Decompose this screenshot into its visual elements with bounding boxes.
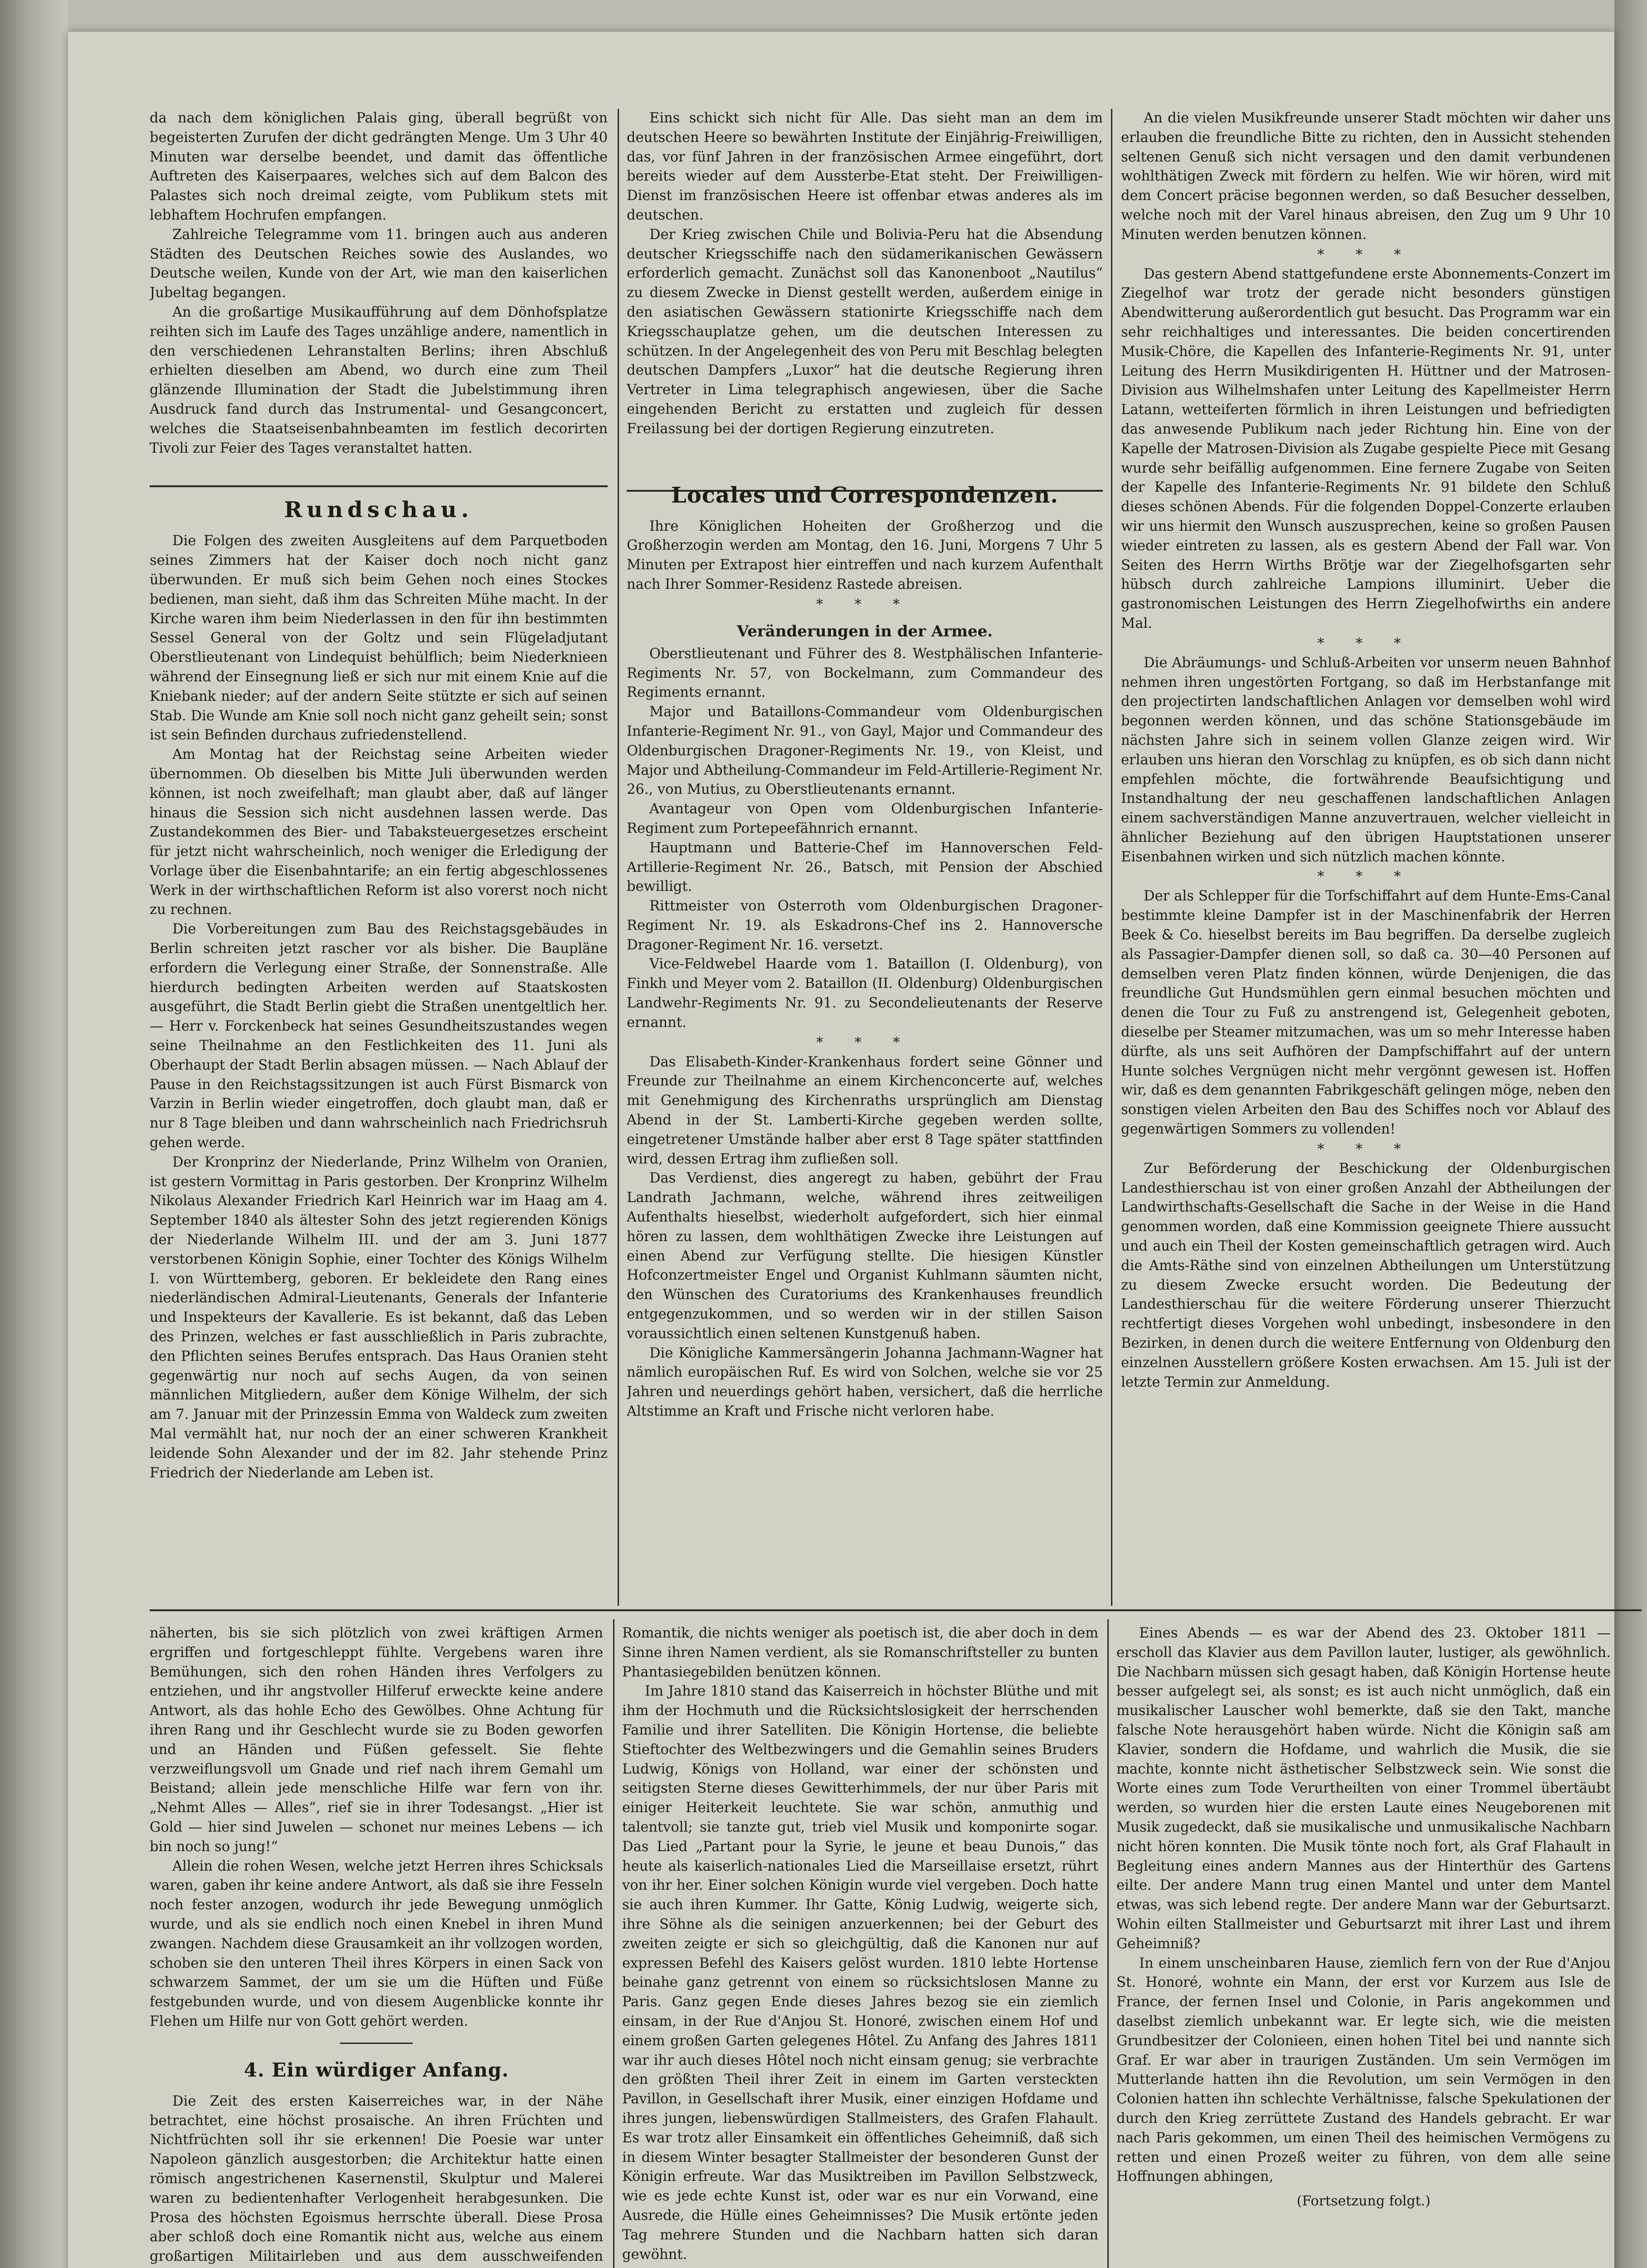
paragraph: Der Kronprinz der Niederlande, Prinz Wilhelm von Oranien, ist gestern Vormittag in Paris gestorben. Der Kronprinz Wilhelm Nikolaus Alexander Friedrich Karl Heinrich war im Haag am 4. September 1840 als ältester Sohn des jetzt regierenden Königs der Niederlande Wilhelm III. und der am 3. Juni 1877 verstorbenen Königin Sophie, einer Tochter des Königs Wilhelm I. von Württemberg, geboren. Er bekleidete den Rang eines niederländischen Admiral-Lieutenants, Generals der Infanterie und Inspekteurs der Kavallerie. Es ist bekannt, daß das Leben des Prinzen, welches er fast ausschließlich in Paris zubrachte, den Pflichten seines Berufes entsprach. Das Haus Oranien steht gegenwärtig nur noch auf sechs Augen, da von seinen männlichen Mitgliedern, außer dem Könige Wilhelm, der sich am 7. Januar mit der Prinzessin Emma von Waldeck zum zweiten Mal vermählt hat, nur noch der an einer schweren Krankheit leidende Sohn Alexander und der im 82. Jahr stehende Prinz Friedrich der Niederlande am Leben ist. — [150, 1154, 608, 1481]
separator-stars: * * * — [816, 596, 914, 612]
column-rule-lower-1 — [613, 1619, 614, 2268]
newspaper-page — [68, 32, 1614, 2268]
paragraph: Zahlreiche Telegramme vom 11. bringen auch aus anderen Städten des Deutschen Reiches sowie des Auslandes, wo Deutsche weilen, Kunde von der Art, wie man den kaiserlichen Jubeltag begangen. — [150, 226, 608, 301]
paragraph: Oberstlieutenant und Führer des 8. Westphälischen Infanterie-Regiments Nr. 57, von Bockelmann, zum Commandeur des Regiments ernannt. — [627, 645, 1103, 701]
feuilleton-rule — [150, 1609, 1642, 1611]
short-rule — [340, 2043, 413, 2044]
paragraph: Die Abräumungs- und Schluß-Arbeiten vor unserm neuen Bahnhof nehmen ihren ungestörten Fortgang, so daß im Herbstanfange mit den projectirten landschaftlichen Anlagen vor demselben wohl wird begonnen werden können, und das schöne Stationsgebäude im nächsten Jahre sich in seinem vollen Glanze zeigen wird. Wir erlauben uns hieran den Vorschlag zu knüpfen, es ob sich dann nicht empfehlen möchte, die fortwährende Beaufsichtigung und Instandhaltung der neu geschaffenen landschaftlichen Anlagen einem sachverständigen Manne anzuvertrauen, welcher vielleicht in ähnlicher Beziehung auf den übrigen Hauptstationen unserer Eisenbahnen wirken und sich nützlich machen könnte. — [1121, 655, 1611, 865]
paragraph: Die Folgen des zweiten Ausgleitens auf dem Parquetboden seines Zimmers hat der Kaiser doch noch nicht ganz überwunden. Er muß sich beim Gehen noch eines Stockes bedienen, man sieht, daß ihm das Schreiten Mühe macht. In der Kirche waren ihm beim Niederlassen in den für ihn bestimmten Sessel General von der Goltz und sein Flügeladjutant Oberstlieutenant von Lindequist behülflich; beim Niederknieen während der Einsegnung ließ er sich nur mit einem Knie auf die Kniebank nieder; auf der andern Seite stützte er sich auf seinen Stab. Die Wunde am Knie soll noch nicht ganz geheilt sein; sonst ist sein Befinden durchaus zufriedenstellend. — [150, 533, 608, 743]
section-heading-rundschau: Rundschau. — [284, 497, 473, 523]
next-page-edge — [1614, 0, 1647, 2268]
separator-stars: * * * — [1317, 246, 1415, 263]
upper-column-1 — [150, 109, 608, 1601]
paragraph: Major und Bataillons-Commandeur vom Oldenburgischen Infanterie-Regiment Nr. 91., von Gayl, Major und Commandeur des Oldenburgischen Dragoner-Regiments Nr. 19., von Kleist, und Major und Abtheilung-Commandeur im Feld-Artillerie-Regiment Nr. 26., von Mutius, zu Oberstlieutenants ernannt. — [627, 704, 1103, 798]
continuation-note: (Fortsetzung folgt.) — [1296, 2193, 1431, 2209]
paragraph: Der Krieg zwischen Chile und Bolivia-Peru hat die Absendung deutscher Kriegsschiffe nach den südamerikanischen Gewässern erforderlich gemacht. Zunächst soll das Kanonenboot „Nautilus“ zu diesem Zwecke in Dienst gestellt werden, außerdem einige in den asiatischen Gewässern stationirte Kriegsschiffe nach dem Kriegsschauplatze gehen, um die deutschen Interessen zu schützen. In der Angelegenheit des von Peru mit Beschlag belegten deutschen Dampfers „Luxor“ hat die deutsche Regierung ihren Vertreter in Lima telegraphisch angewiesen, über die Sache eingehenden Bericht zu erstatten und zugleich für dessen Freilassung bei der dortigen Regierung einzutreten. — [627, 226, 1103, 437]
section-heading-locales: Locales und Correspondenzen. — [671, 482, 1058, 508]
upper-column-2 — [627, 109, 1103, 1601]
paragraph: Eines Abends — es war der Abend des 23. Oktober 1811 — erscholl das Klavier aus dem Pavillon lauter, lustiger, als gewöhnlich. Die Nachbarn müssen sich gesagt haben, daß Königin Hortense heute besser aufgelegt sei, als sonst; es ist auch nicht unmöglich, daß ein musikalischer Lauscher wohl bemerkte, daß sie den Takt, manche falsche Note herausgehört haben würde. Nicht die Königin saß am Klavier, sondern die Hofdame, und wahrlich die Musik, die sie machte, konnte nicht ästhetischer Selbstzweck sein. Wie sonst die Worte eines zum Tode Verurtheilten von einer Trommel übertäubt werden, so wurden hier die ersten Laute eines Neugeborenen mit Musik zugedeckt, daß sie musikalische und unmusikalische Nachbarn nicht hören konnten. Die Musik tönte noch fort, als Graf Flahault in Begleitung eines andern Mannes aus der Hinterthür des Gartens eilte. Der andere Mann trug einen Mantel und unter dem Mantel etwas, was sich lebend regte. Der andere Mann war der Geburtsarzt. Wohin eilten Stallmeister und Geburtsarzt mit ihrer Last und ihrem Geheimniß? — [1116, 1625, 1611, 1952]
feuilleton-column-2 — [622, 1624, 1098, 2268]
paragraph: Das gestern Abend stattgefundene erste Abonnements-Conzert im Ziegelhof war trotz der gerade nicht besonders günstigen Abendwitterung außerordentlich gut besucht. Das Programm war ein sehr reichhaltiges und interessantes. Die beiden concertirenden Musik-Chöre, die Kapellen des Infanterie-Regiments Nr. 91, unter Leitung des Herrn Musikdirigenten H. Hüttner und der Matrosen-Division aus Wilhelmshafen unter Leitung des Kapellmeister Herrn Latann, wetteiferten förmlich in ihren Leistungen und befriedigten das anwesende Publikum nach jeder Richtung hin. Eine von der Kapelle der Matrosen-Division als Zugabe gespielte Piece mit Gesang wurde sehr beifällig aufgenommen. Eine fernere Zugabe von Seiten der Kapelle des Infanterie-Regiments Nr. 91 bildete den Schluß dieses schönen Abends. Für die folgenden Doppel-Conzerte erlauben wir uns hiermit den Wunsch auszusprechen, keine so großen Pausen wieder eintreten zu lassen, als es gestern Abend der Fall war. Von Seiten des Herrn Wirths Brötje war der Ziegelhofsgarten sehr hübsch durch zahlreiche Lampions illuminirt. Ueber die gastronomischen Leistungen des Herrn Ziegelhofwirths ein andere Mal. — [1121, 266, 1611, 631]
paragraph: Das Verdienst, dies angeregt zu haben, gebührt der Frau Landrath Jachmann, welche, während ihres zeitweiligen Aufenthalts hieselbst, wiederholt aufgefordert, sich hier einmal hören zu lassen, dem wohlthätigen Zwecke ihre Leistungen auf einen Abend zur Verfügung stellte. Die hiesigen Künstler Hofconzertmeister Engel und Organist Kuhlmann säumten nicht, den Wünschen des Curatoriums des Krankenhauses freundlich entgegenzukommen, und so werden wir in der stillen Saison voraussichtlich einen seltenen Kunstgenuß haben. — [627, 1170, 1103, 1342]
paragraph: Am Montag hat der Reichstag seine Arbeiten wieder übernommen. Ob dieselben bis Mitte Juli überwunden werden können, ist noch zweifelhaft; man glaubt aber, daß auf länger hinaus die Session sich nicht ausdehnen lassen werde. Das Zustandekommen des Bier- und Tabaksteuergesetzes erscheint für jetzt nicht wahrscheinlich, noch weniger die Erledigung der Vorlage über die Eisenbahntarife; an ein fertig abgeschlossenes Werk in der wirthschaftlichen Reform ist also vorerst noch nicht zu rechnen. — [150, 747, 608, 918]
paragraph: Vice-Feldwebel Haarde vom 1. Bataillon (I. Oldenburg), von Finkh und Meyer vom 2. Bataillon (II. Oldenburg) Oldenburgischen Landwehr-Regiments Nr. 91. zu Secondelieutenants der Reserve ernannt. — [627, 956, 1103, 1031]
paragraph: Im Jahre 1810 stand das Kaiserreich in höchster Blüthe und mit ihm der Hochmuth und die Rücksichtslosigkeit der herrschenden Familie und ihrer Satelliten. Die Königin Hortense, die beliebte Stieftochter des Weltbezwingers und die Gemahlin seines Bruders Ludwig, Königs von Holland, war einer der schönsten und seitigsten Sterne dieses Gewitterhimmels, der nur über Paris mit einiger Heiterkeit leuchtete. Sie war schön, anmuthig und talentvoll; sie tanzte gut, trieb viel Musik und komponirte sogar. Das Lied „Partant pour la Syrie, le jeune et beau Dunois,“ das heute als kaiserlich-nationales Lied die Marseillaise ersetzt, rührt von ihr her. Einer solchen Königin wurde viel vergeben. Doch hatte sie auch ihren Kummer. Ihr Gatte, König Ludwig, weigerte sich, ihre Söhne als die seinigen anzuerkennen; bei der Geburt des zweiten zeigte er sich so gleichgültig, daß die Kanonen nur auf expressen Befehl des Kaisers gelöst wurden. 1810 lebte Hortense beinahe ganz getrennt von einem so rücksichtslosen Manne zu Paris. Ganz gegen Ende dieses Jahres bezog sie ein ziemlich einsam, in der Rue d'Anjou St. Honoré, zwischen einem Hof und einem großen Garten gelegenes Hôtel. Zu Anfang des Jahres 1811 war ihr auch dieses Hôtel noch nicht einsam genug; sie verbrachte den größten Theil ihrer Zeit in einem im Garten versteckten Pavillon, in Gesellschaft ihrer Musik, einer einzigen Hofdame und ihres jungen, liebenswürdigen Stallmeisters, des Grafen Flahault. Es war trotz aller Einsamkeit ein öffentliches Geheimniß, daß sich in diesem Winter besagter Stallmeister der besonderen Gunst der Königin erfreute. War das Musiktreiben im Pavillon Selbstzweck, wie es jede echte Kunst ist, oder war es nur ein Vorwand, eine Ausrede, die Hülle eines Geheimnisses? Die Musik ertönte jeden Tag mehrere Stunden und die Nachbarn hatten sich daran gewöhnt. — [622, 1683, 1098, 2263]
paragraph: Ihre Königlichen Hoheiten der Großherzog und die Großherzogin werden am Montag, den 16. Juni, Morgens 7 Uhr 5 Minuten per Extrapost hier eintreffen und nach kurzem Aufenthalt nach Ihrer Sommer-Residenz Rastede abreisen. — [627, 518, 1103, 592]
separator-stars: * * * — [1317, 869, 1415, 885]
paragraph: Rittmeister von Osterroth vom Oldenburgischen Dragoner-Regiment Nr. 19. als Eskadrons-Chef ins 2. Hannoversche Dragoner-Regiment Nr. 16. versetzt. — [627, 898, 1103, 953]
paragraph: näherten, bis sie sich plötzlich von zwei kräftigen Armen ergriffen und fortgeschleppt fühlte. Vergebens waren ihre Bemühungen, sich den rohen Händen ihres Verfolgers zu entziehen, und ihr angstvoller Hilferuf erweckte keine andere Antwort, als das hohle Echo des Gewölbes. Ohne Achtung für ihren Rang und ihr Geschlecht wurde sie zu Boden geworfen und an Händen und Füßen gefesselt. Sie flehte verzweiflungsvoll um Gnade und rief nach ihrem Gemahl um Beistand; allein jede menschliche Hilfe war fern von ihr. „Nehmt Alles — Alles“, rief sie in ihrer Todesangst. „Hier ist Gold — hier sind Juwelen — schonet nur meines Lebens — ich bin noch so jung!“ — [150, 1625, 603, 1855]
subheading-armee: Veränderungen in der Armee. — [736, 622, 993, 640]
paragraph: Eins schickt sich nicht für Alle. Das sieht man an dem im deutschen Heere so bewährten Institute der Einjährig-Freiwilligen, das, vor fünf Jahren in der französischen Armee eingeführt, dort bereits wieder auf dem Aussterbe-Etat steht. Der Freiwilligen-Dienst im französischen Heere ist offenbar etwas anderes als im deutschen. — [627, 110, 1103, 223]
chapter-heading: 4. Ein würdiger Anfang. — [244, 2058, 509, 2081]
paragraph: Zur Beförderung der Beschickung der Oldenburgischen Landesthierschau ist von einer großen Anzahl der Abtheilungen der Landwirthschafts-Gesellschaft die Sache in der Weise in die Hand genommen worden, daß eine Kommission geeignete Thiere aussucht und auch ein Theil der Kosten gemeinschaftlich getragen wird. Auch die Amts-Räthe sind von einzelnen Abtheilungen um Unterstützung zu diesem Zwecke ersucht worden. Die Bedeutung der Landesthierschau für die weitere Förderung unserer Thierzucht rechtfertigt dieses Vorgehen wohl unbedingt, insbesondere in den Bezirken, in denen durch die weitere Entfernung von Oldenburg den einzelnen Ausstellern größere Kosten erwachsen. Am 15. Juli ist der letzte Termin zur Anmeldung. — [1121, 1160, 1611, 1390]
book-binding — [0, 0, 68, 2268]
paragraph: An die vielen Musikfreunde unserer Stadt möchten wir daher uns erlauben die freundliche Bitte zu richten, den in Aussicht stehenden seltenen Genuß sich nicht versagen und den damit verbundenen wohlthätigen Zweck mit fördern zu helfen. Wie wir hören, wird mit dem Concert präcise begonnen werden, so daß Besucher desselben, welche noch mit der Varel hinaus abreisen, den Zug um 9 Uhr 10 Minuten werden benutzen können. — [1121, 110, 1611, 243]
paragraph: Romantik, die nichts weniger als poetisch ist, die aber doch in dem Sinne ihren Namen verdient, als sie Romanschriftsteller zu bunten Phantasiegebilden benützen können. — [622, 1625, 1098, 1680]
paragraph: An die großartige Musikaufführung auf dem Dönhofsplatze reihten sich im Laufe des Tages unzählige andere, namentlich in den verschiedenen Lehranstalten Berlins; ihren Abschluß erhielten dieselben am Abend, wo durch eine zum Theil glänzende Illumination der Stadt die Jubelstimmung ihren Ausdruck fand durch das Instrumental- und Gesangconcert, welches die Staatseisenbahnbeamten im festlich decorirten Tivoli zur Feier des Tages veranstaltet hatten. — [150, 304, 608, 456]
column-rule-upper-1 — [618, 109, 619, 1606]
paragraph: da nach dem königlichen Palais ging, überall begrüßt von begeisterten Zurufen der dicht gedrängten Menge. Um 3 Uhr 40 Minuten war derselbe beendet, und damit das öffentliche Auftreten des Kaiserpaares, welches sich auf dem Balcon des Palastes sich noch dreimal zeigte, vom Publikum stets mit lebhaftem Hochrufen empfangen. — [150, 110, 608, 223]
paragraph: Allein die rohen Wesen, welche jetzt Herren ihres Schicksals waren, gaben ihr keine andere Antwort, als daß sie ihre Fesseln noch fester anzogen, wodurch ihr jede Bewegung unmöglich wurde, und als sie endlich noch einen Knebel in ihren Mund zwangen. Nachdem diese Grausamkeit an ihr vollzogen worden, schoben sie den unteren Theil ihres Körpers in einen Sack von schwarzem Sammet, der um sie um die Hüften und Füße festgebunden wurde, und von diesem Augenblicke konnte ihr Flehen um Hilfe nur von Gott gehört werden. — [150, 1858, 603, 2029]
paragraph: Das Elisabeth-Kinder-Krankenhaus fordert seine Gönner und Freunde zur Theilnahme an einem Kirchenconcerte auf, welches mit Genehmigung des Kirchenraths ursprünglich am Dienstag Abend in der St. Lamberti-Kirche gegeben werden sollte, eingetretener Umstände halber aber erst 8 Tage später stattfinden wird, dessen Ertrag ihm zufließen soll. — [627, 1054, 1103, 1167]
separator-stars: * * * — [1317, 635, 1415, 651]
feuilleton-column-1 — [150, 1624, 603, 2268]
paragraph: Der als Schlepper für die Torfschiffahrt auf dem Hunte-Ems-Canal bestimmte kleine Dampfer ist in der Maschinenfabrik der Herren Beek & Co. hieselbst bereits im Bau begriffen. Da derselbe zugleich als Passagier-Dampfer dienen soll, so daß ca. 30—40 Personen auf demselben veren Platz finden können, würde Denjenigen, die das freundliche Gut Hundsmühlen gern einmal besuchen möchten und denen die Tour zu Fuß zu anstrengend ist, Gelegenheit geboten, dieselbe per Steamer mitzumachen, was um so mehr Interesse haben dürfte, als uns seit Aufhören der Dampfschiffahrt auf der untern Hunte solches Vergnügen nicht mehr vergönnt gewesen ist. Hoffen wir, daß es dem genannten Fabrikgeschäft gelingen möge, neben den sonstigen vielen Arbeiten den Bau des Schiffes noch vor Ablauf des gegenwärtigen Sommers zu vollenden! — [1121, 888, 1611, 1138]
column-rule-lower-2 — [1107, 1619, 1109, 2268]
paragraph: In einem unscheinbaren Hause, ziemlich fern von der Rue d'Anjou St. Honoré, wohnte ein Mann, der erst vor Kurzem aus Isle de France, der fernen Insel und Colonie, in Paris angekommen und daselbst ziemlich unbekannt war. Er legte sich, wie die meisten Grundbesitzer der Colonieen, einen hohen Titel bei und nannte sich Graf. Er war aber in traurigen Zuständen. Um sein Vermögen im Mutterlande hatten ihn die Revolution, um sein Vermögen in den Colonien hatten ihn schlechte Verhältnisse, falsche Spekulationen der durch den Krieg zerrüttete Zustand des Handels gebracht. Er war nach Paris gekommen, um einen Theil des heimischen Vermögens zu retten und einen Prozeß weiter zu führen, von dem alle seine Hoffnungen abhingen, — [1116, 1955, 1611, 2185]
paragraph: Hauptmann und Batterie-Chef im Hannoverschen Feld-Artillerie-Regiment Nr. 26., Batsch, mit Pension der Abschied bewilligt. — [627, 840, 1103, 895]
separator-stars: * * * — [1317, 1141, 1415, 1157]
paragraph: Die Königliche Kammersängerin Johanna Jachmann-Wagner hat nämlich europäischen Ruf. Es wird von Solchen, welche sie vor 25 Jahren und neuerdings gehört haben, versichert, daß die herrliche Altstimme an Kraft und Frische nicht verloren habe. — [627, 1345, 1103, 1420]
column-rule-upper-2 — [1111, 109, 1112, 1606]
feuilleton-column-3 — [1116, 1624, 1611, 2268]
separator-stars: * * * — [816, 1034, 914, 1051]
paragraph: Avantageur von Open vom Oldenburgischen Infanterie-Regiment zum Portepeefähnrich ernannt. — [627, 801, 1103, 836]
paragraph: Die Vorbereitungen zum Bau des Reichstagsgebäudes in Berlin schreiten jetzt rascher vor als bisher. Die Baupläne erfordern die Verlegung einer Straße, der Sonnenstraße. Alle hierdurch bedingten Arbeiten werden auf Staatskosten ausgeführt, die Stadt Berlin giebt die Straßen unentgeltlich her. — Herr v. Forckenbeck hat seines Gesundheitszustandes wegen seine Theilnahme an den Festlichkeiten des 11. Juni als Oberhaupt der Stadt Berlin absagen müssen. — Nach Ablauf der Pause in den Reichstagssitzungen ist auch Fürst Bismarck von Varzin in Berlin wieder eingetroffen, doch glaubt man, daß er nur 8 Tage bleiben und dann wahrscheinlich nach Friedrichsruh gehen werde. — [150, 921, 608, 1151]
upper-column-3 — [1121, 109, 1611, 1601]
paragraph: Die Zeit des ersten Kaiserreiches war, in der Nähe betrachtet, eine höchst prosaische. An ihren Früchten und Nichtfrüchten soll ihr sie erkennen! Die Poesie war unter Napoleon gänzlich ausgestorben; die Architektur hatte einen römisch angestrichenen Kasernenstil, Skulptur und Malerei waren zu bedientenhafter Verlogenheit herabgesunken. Die Prosa des höchsten Egoismus herrschte überall. Diese Prosa aber schloß doch eine Romantik nicht aus, welche aus einem großartigen Militairleben und aus dem ausschweifenden — [150, 2093, 603, 2265]
